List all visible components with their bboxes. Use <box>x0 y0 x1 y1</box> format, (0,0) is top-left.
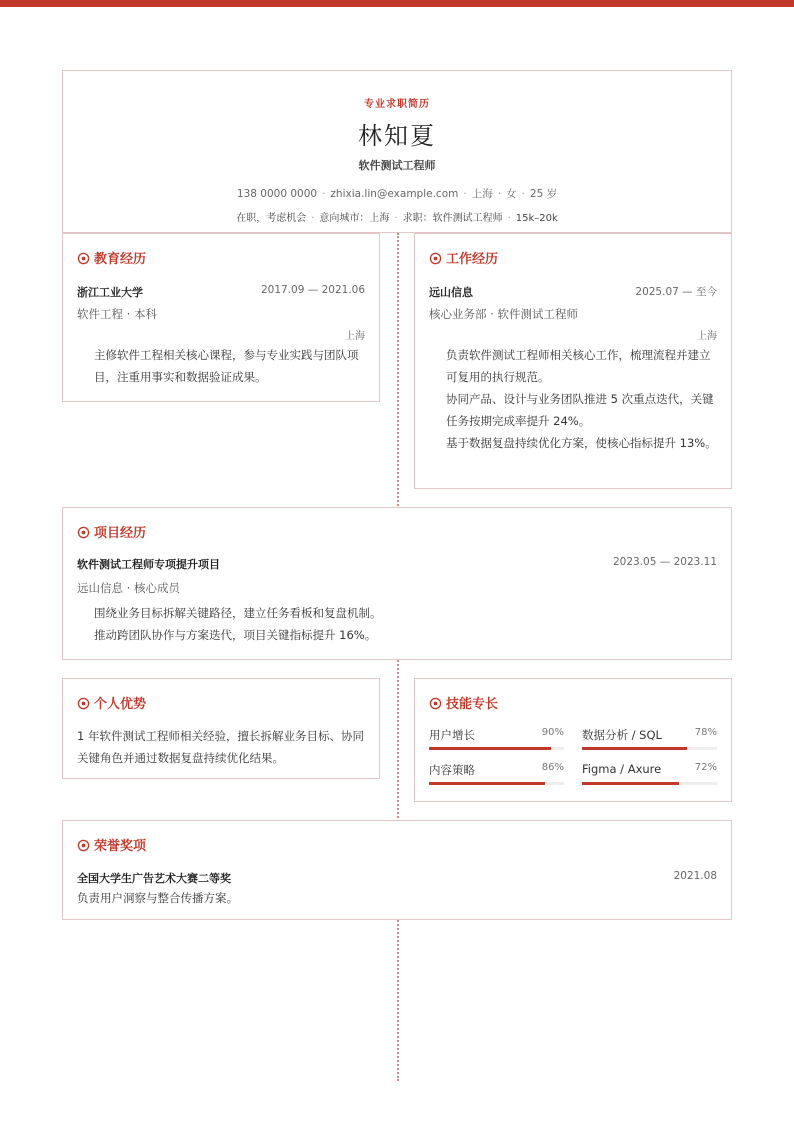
skill-bar <box>582 782 717 785</box>
honor-description: 负责用户洞察与整合传播方案。 <box>77 891 238 905</box>
work-section <box>414 233 732 489</box>
age: 25 岁 <box>529 188 558 200</box>
phone: 138 0000 0000 <box>236 188 318 200</box>
target-icon <box>429 697 442 710</box>
resume-tag: 专业求职简历 <box>364 99 430 110</box>
skill-bar-fill <box>429 747 551 750</box>
skill-bar <box>429 747 564 750</box>
honors-title: 荣誉奖项 <box>77 835 146 854</box>
skill-item <box>429 727 564 743</box>
contact-info: 138 0000 0000 · zhixia.lin@example.com · 上海 · 女 · 25 岁 <box>236 188 558 200</box>
school-name: 浙江工业大学 <box>77 286 143 299</box>
skill-name: 用户增长 <box>429 728 475 742</box>
strengths-title: 个人优势 <box>77 693 146 712</box>
education-header <box>77 284 365 300</box>
work-bullets <box>446 344 717 454</box>
target-icon <box>429 252 442 265</box>
skill-bar-fill <box>582 747 687 750</box>
honors-section <box>62 820 732 920</box>
education-major: 软件工程 · 本科 <box>77 307 157 321</box>
work-bullet: 协同产品、设计与业务团队推进 5 次重点迭代，关键任务按期完成率提升 24%。 <box>446 392 714 428</box>
skill-bar <box>429 782 564 785</box>
skill-item <box>582 727 717 743</box>
email: zhixia.lin@example.com <box>330 188 459 200</box>
honor-date: 2021.08 <box>673 870 717 882</box>
work-location: 上海 <box>697 331 717 342</box>
skill-percent: 86% <box>541 762 564 773</box>
target-icon <box>77 697 90 710</box>
project-title: 项目经历 <box>77 522 146 541</box>
job-intent: 在职，考虑机会 · 意向城市：上海 · 求职：软件测试工程师 · 15k–20k <box>236 213 558 224</box>
top-accent-bar <box>0 0 794 7</box>
work-bullet: 负责软件测试工程师相关核心工作，梳理流程并建立可复用的执行规范。 <box>446 348 711 384</box>
target-icon <box>77 252 90 265</box>
skills-title: 技能专长 <box>429 693 498 712</box>
job-status: 在职，考虑机会 <box>236 213 307 224</box>
project-bullet: 围绕业务目标拆解关键路径，建立任务看板和复盘机制。 <box>94 606 382 620</box>
target-role: 求职：软件测试工程师 <box>402 213 503 224</box>
gender: 女 <box>506 188 517 200</box>
company-name: 远山信息 <box>429 286 473 299</box>
education-title: 教育经历 <box>77 248 146 267</box>
target-icon <box>77 839 90 852</box>
strengths-section <box>62 678 380 779</box>
education-section <box>62 233 380 402</box>
education-date: 2017.09 — 2021.06 <box>260 284 365 296</box>
candidate-name: 林知夏 <box>358 122 436 150</box>
honor-header <box>77 870 717 886</box>
skill-bar-fill <box>429 782 545 785</box>
strengths-text: 1 年软件测试工程师相关经验，擅长拆解业务目标、协同关键角色并通过数据复盘持续优化结果。 <box>77 729 364 765</box>
skill-item <box>429 762 564 778</box>
work-date: 2025.07 — 至今 <box>635 286 717 298</box>
project-role: 远山信息 · 核心成员 <box>77 581 180 595</box>
resume-header <box>62 70 732 233</box>
city: 上海 <box>471 188 493 200</box>
skills-section <box>414 678 732 802</box>
work-header <box>429 284 717 300</box>
skill-percent: 78% <box>694 727 717 738</box>
salary: 15k–20k <box>515 213 558 224</box>
education-location: 上海 <box>345 331 365 342</box>
skill-percent: 90% <box>541 727 564 738</box>
project-name: 软件测试工程师专项提升项目 <box>77 558 220 571</box>
skill-bar-fill <box>582 782 679 785</box>
work-role: 核心业务部 · 软件测试工程师 <box>429 307 578 321</box>
education-description: 主修软件工程相关核心课程，参与专业实践与团队项目，注重用事实和数据验证成果。 <box>94 348 359 384</box>
skill-name: 数据分析 / SQL <box>582 728 662 742</box>
skill-bar <box>582 747 717 750</box>
project-bullets <box>94 602 717 646</box>
project-section <box>62 507 732 660</box>
project-header <box>77 556 717 572</box>
work-title: 工作经历 <box>429 248 498 267</box>
target-icon <box>77 526 90 539</box>
target-city: 意向城市：上海 <box>319 213 390 224</box>
project-date: 2023.05 — 2023.11 <box>612 556 717 568</box>
skill-item <box>582 762 717 776</box>
skill-name: 内容策略 <box>429 763 475 777</box>
honor-name: 全国大学生广告艺术大赛二等奖 <box>77 872 231 885</box>
skill-name: Figma / Axure <box>582 762 662 776</box>
work-bullet: 基于数据复盘持续优化方案，使核心指标提升 13%。 <box>446 436 717 450</box>
candidate-title: 软件测试工程师 <box>358 159 436 172</box>
project-bullet: 推动跨团队协作与方案迭代，项目关键指标提升 16%。 <box>94 628 377 642</box>
skill-percent: 72% <box>694 762 717 773</box>
